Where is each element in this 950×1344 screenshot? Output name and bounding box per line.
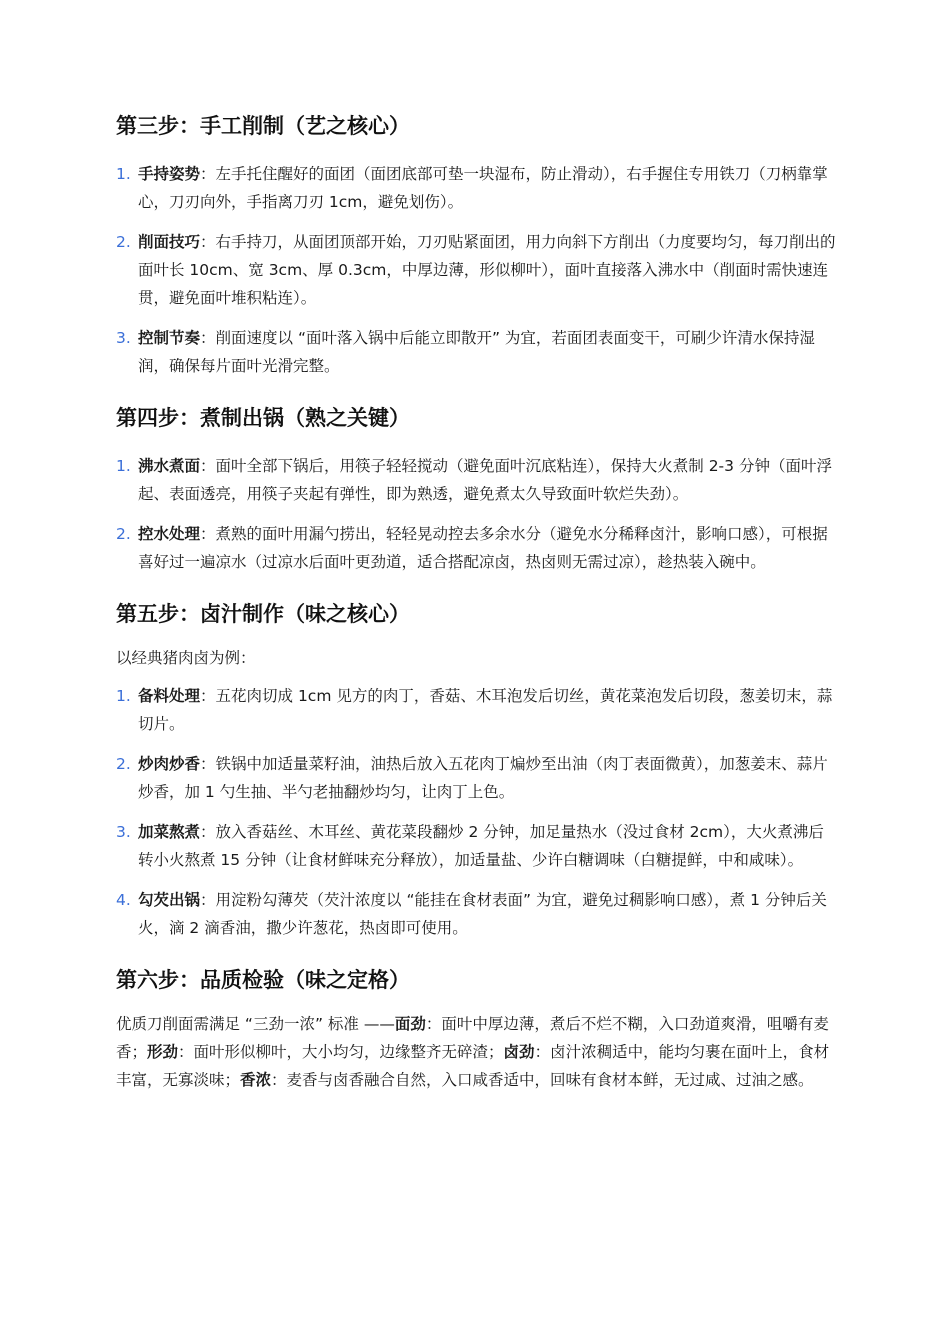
list-number: 1. xyxy=(116,457,131,475)
list-item xyxy=(116,682,838,738)
list-item xyxy=(116,160,838,216)
list-item xyxy=(116,452,838,508)
para-text: ：面叶形似柳叶，大小均匀，边缘整齐无碎渣； xyxy=(178,1043,504,1061)
section-title: 第五步：卤汁制作（味之核心） xyxy=(116,602,410,626)
para-bold: 形劲 xyxy=(147,1043,179,1061)
item-text: ：右手持刀，从面团顶部开始，刀刃贴紧面团，用力向斜下方削出（力度要均匀，每刀削出的面叶长 10cm、宽 3cm、厚 0.3cm，中厚边薄，形似柳叶），面叶直接落入沸水中（削面时需快速连贯，避免面叶堆积粘连）。 xyxy=(138,233,836,307)
para-bold: 香浓 xyxy=(240,1071,272,1089)
para-text: 优质刀削面需满足 “三劲一浓” 标准 —— xyxy=(116,1015,395,1033)
list-number: 1. xyxy=(116,687,131,705)
item-text: ：左手托住醒好的面团（面团底部可垫一块湿布，防止滑动），右手握住专用铁刀（刀柄靠掌心，刀刃向外，手指离刀刃 1cm，避免划伤）。 xyxy=(138,165,828,211)
list-number: 3. xyxy=(116,329,131,347)
document-page xyxy=(116,110,838,1116)
list-item xyxy=(116,750,838,806)
step-list xyxy=(116,452,838,576)
quality-paragraph xyxy=(116,1010,838,1094)
list-number: 1. xyxy=(116,165,131,183)
item-lead: 控制节奏 xyxy=(138,329,201,347)
list-number: 3. xyxy=(116,823,131,841)
section-step-6 xyxy=(116,964,838,1094)
para-bold: 卤劲 xyxy=(503,1043,535,1061)
list-item xyxy=(116,818,838,874)
item-text: ：煮熟的面叶用漏勺捞出，轻轻晃动控去多余水分（避免水分稀释卤汁，影响口感），可根据喜好过一遍凉水（过凉水后面叶更劲道，适合搭配凉卤，热卤则无需过凉），趁热装入碗中。 xyxy=(138,525,828,571)
list-number: 4. xyxy=(116,891,131,909)
section-step-4 xyxy=(116,402,838,576)
item-text: ：五花肉切成 1cm 见方的肉丁，香菇、木耳泡发后切丝，黄花菜泡发后切段，葱姜切末，蒜切片。 xyxy=(138,687,833,733)
item-text: ：面叶全部下锅后，用筷子轻轻搅动（避免面叶沉底粘连），保持大火煮制 2-3 分钟（面叶浮起、表面透亮，用筷子夹起有弹性，即为熟透，避免煮太久导致面叶软烂失劲）。 xyxy=(138,457,832,503)
list-number: 2. xyxy=(116,525,131,543)
item-lead: 沸水煮面 xyxy=(138,457,201,475)
item-lead: 加菜熬煮 xyxy=(138,823,201,841)
item-text: ：用淀粉勾薄芡（芡汁浓度以 “能挂在食材表面” 为宜，避免过稠影响口感），煮 1 分钟后关火，滴 2 滴香油，撒少许葱花，热卤即可使用。 xyxy=(138,891,827,937)
item-lead: 备料处理 xyxy=(138,687,201,705)
para-bold: 面劲 xyxy=(394,1015,426,1033)
list-item xyxy=(116,228,838,312)
section-title: 第六步：品质检验（味之定格） xyxy=(116,968,410,992)
item-text: ：放入香菇丝、木耳丝、黄花菜段翻炒 2 分钟，加足量热水（没过食材 2cm），大火煮沸后转小火熬煮 15 分钟（让食材鲜味充分释放），加适量盐、少许白糖调味（白糖提鲜，中和咸味）。 xyxy=(138,823,824,869)
step-list xyxy=(116,160,838,380)
list-item xyxy=(116,520,838,576)
section-step-3 xyxy=(116,110,838,380)
item-lead: 削面技巧 xyxy=(138,233,201,251)
step-list xyxy=(116,682,838,942)
item-lead: 手持姿势 xyxy=(138,165,201,183)
para-text: ：卤汁浓稠适中，能均匀裹在面叶上，食材丰富，无寡淡味； xyxy=(116,1043,830,1089)
item-lead: 勾芡出锅 xyxy=(138,891,201,909)
section-title: 第四步：煮制出锅（熟之关键） xyxy=(116,406,410,430)
item-lead: 炒肉炒香 xyxy=(138,755,201,773)
section-title: 第三步：手工削制（艺之核心） xyxy=(116,114,410,138)
list-item xyxy=(116,886,838,942)
item-text: ：铁锅中加适量菜籽油，油热后放入五花肉丁煸炒至出油（肉丁表面微黄），加葱姜末、蒜片炒香，加 1 勺生抽、半勺老抽翻炒均匀，让肉丁上色。 xyxy=(138,755,828,801)
section-step-5 xyxy=(116,598,838,942)
list-number: 2. xyxy=(116,233,131,251)
section-intro: 以经典猪肉卤为例： xyxy=(116,649,256,667)
para-text: ：麦香与卤香融合自然，入口咸香适中，回味有食材本鲜，无过咸、过油之感。 xyxy=(271,1071,814,1089)
para-text: ：面叶中厚边薄，煮后不烂不糊，入口劲道爽滑，咀嚼有麦香； xyxy=(116,1015,829,1061)
list-item xyxy=(116,324,838,380)
item-lead: 控水处理 xyxy=(138,525,201,543)
item-text: ：削面速度以 “面叶落入锅中后能立即散开” 为宜，若面团表面变干，可刷少许清水保持湿润，确保每片面叶光滑完整。 xyxy=(138,329,815,375)
list-number: 2. xyxy=(116,755,131,773)
